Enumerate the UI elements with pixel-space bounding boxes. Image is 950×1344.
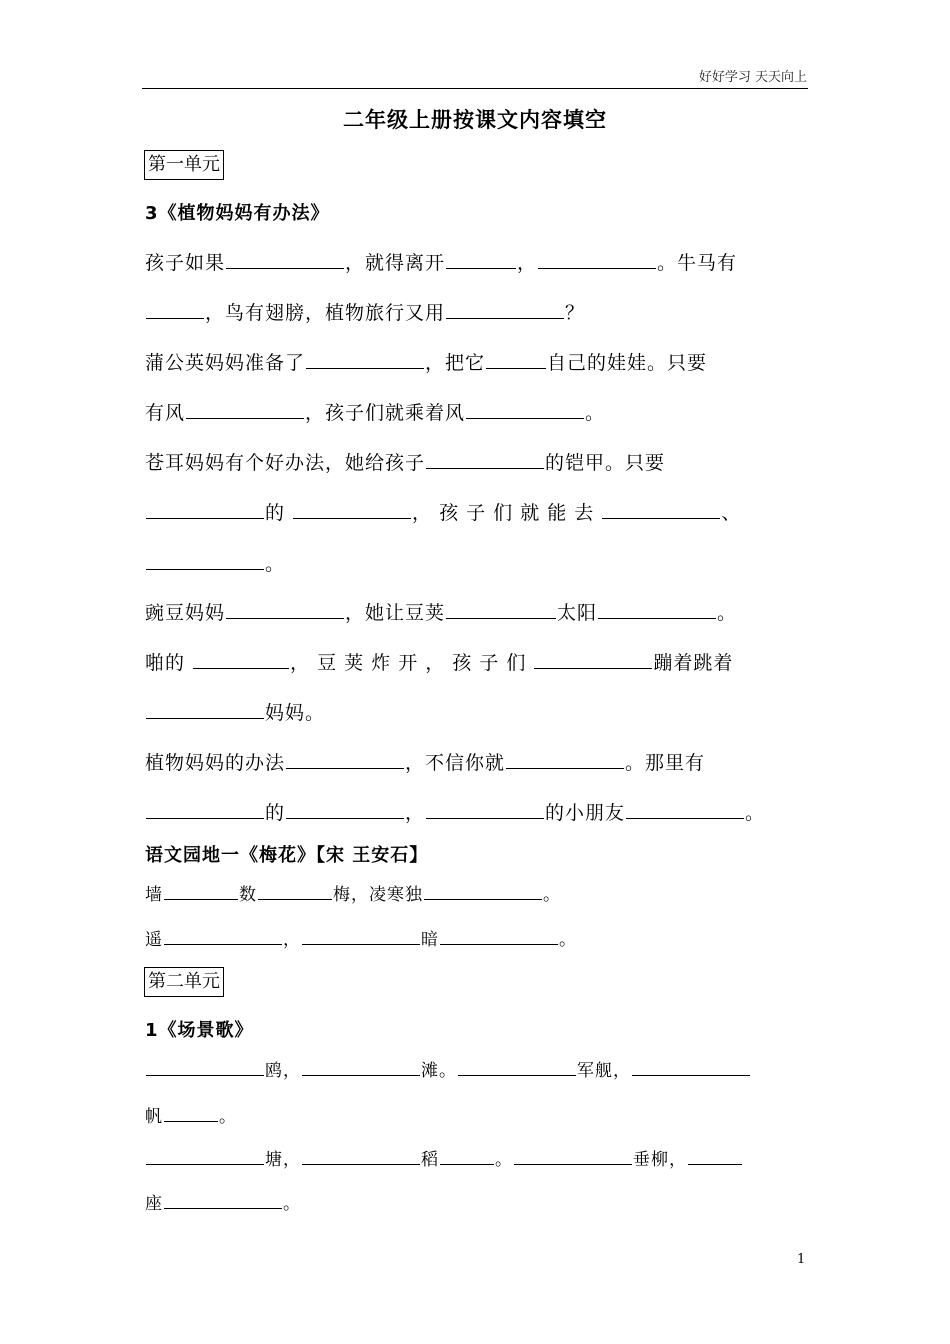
fill-in-blank[interactable] (146, 1146, 264, 1165)
line-text: 。 (585, 402, 606, 424)
fill-in-blank[interactable] (226, 250, 344, 269)
line-text: ， (283, 930, 301, 950)
line-text: ， 豆 荚 炸 开 ， 孩 子 们 (290, 652, 534, 674)
header-rule (142, 88, 808, 89)
fill-in-blank[interactable] (293, 500, 411, 519)
fill-in-line (145, 450, 665, 476)
fill-in-blank[interactable] (440, 926, 558, 945)
fill-in-line (145, 700, 325, 726)
fill-in-line (145, 300, 585, 326)
line-text: 。 (543, 885, 561, 905)
fill-in-line (145, 400, 605, 426)
line-text: 。 (559, 930, 577, 950)
page-number: 1 (797, 1252, 806, 1267)
lesson-title-scene-song: 1《场景歌》 (145, 1020, 254, 1041)
fill-in-blank[interactable] (146, 551, 264, 570)
line-text: 的 (265, 802, 286, 824)
unit-2-label: 第二单元 (144, 967, 224, 997)
page-title: 二年级上册按课文内容填空 (343, 108, 607, 132)
fill-in-blank[interactable] (506, 750, 624, 769)
line-text: 军舰， (577, 1061, 631, 1081)
line-text: 植物妈妈的办法 (145, 752, 286, 774)
fill-in-blank[interactable] (286, 800, 404, 819)
line-text: 座 (145, 1194, 163, 1214)
line-text: 梅，凌寒独 (333, 885, 423, 905)
fill-in-blank[interactable] (602, 500, 720, 519)
fill-in-blank[interactable] (193, 650, 289, 669)
line-text: 墙 (145, 885, 163, 905)
fill-in-line (145, 551, 285, 577)
line-text: 遥 (145, 930, 163, 950)
fill-in-blank[interactable] (424, 881, 542, 900)
unit-1-label: 第一单元 (144, 150, 224, 180)
line-text: ， 孩 子 们 就 能 去 (412, 502, 602, 524)
fill-in-blank[interactable] (632, 1057, 750, 1076)
line-text: 滩。 (421, 1061, 457, 1081)
line-text: 、 (721, 502, 742, 524)
fill-in-blank[interactable] (534, 650, 652, 669)
line-text: 数 (239, 885, 257, 905)
fill-in-blank[interactable] (146, 800, 264, 819)
line-text: 苍耳妈妈有个好办法，她给孩子 (145, 452, 426, 474)
fill-in-blank[interactable] (426, 450, 544, 469)
fill-in-blank[interactable] (164, 1103, 218, 1122)
fill-in-line (145, 1146, 743, 1173)
line-text: 塘， (265, 1150, 301, 1170)
line-text: 有风 (145, 402, 186, 424)
line-text: 的铠甲。只要 (545, 452, 666, 474)
fill-in-blank[interactable] (626, 800, 744, 819)
fill-in-blank[interactable] (258, 881, 332, 900)
line-text: 蒲公英妈妈准备了 (145, 352, 306, 374)
fill-in-blank[interactable] (146, 500, 264, 519)
fill-in-blank[interactable] (302, 926, 420, 945)
fill-in-blank[interactable] (302, 1057, 420, 1076)
line-text: 帆 (145, 1107, 163, 1127)
line-text: ，不信你就 (405, 752, 506, 774)
fill-in-line (145, 250, 737, 276)
fill-in-line (145, 800, 765, 826)
line-text: ？ (565, 302, 586, 324)
fill-in-line (145, 1057, 751, 1084)
line-text: 太阳 (557, 602, 598, 624)
lesson-title-plant-mothers: 3《植物妈妈有办法》 (145, 203, 330, 224)
fill-in-blank[interactable] (146, 300, 204, 319)
line-text: 的小朋友 (545, 802, 626, 824)
line-text: ，把它 (425, 352, 486, 374)
fill-in-blank[interactable] (426, 800, 544, 819)
fill-in-blank[interactable] (440, 1146, 494, 1165)
fill-in-blank[interactable] (446, 250, 516, 269)
fill-in-line (145, 750, 705, 776)
fill-in-blank[interactable] (302, 1146, 420, 1165)
fill-in-blank[interactable] (164, 1190, 282, 1209)
line-text: 。牛马有 (657, 252, 738, 274)
fill-in-blank[interactable] (446, 600, 556, 619)
fill-in-line (145, 1190, 301, 1217)
fill-in-blank[interactable] (688, 1146, 742, 1165)
line-text: 。那里有 (625, 752, 706, 774)
line-text: 。 (265, 553, 286, 575)
fill-in-blank[interactable] (598, 600, 716, 619)
line-text: 暗 (421, 930, 439, 950)
line-text: 垂柳， (633, 1150, 687, 1170)
fill-in-blank[interactable] (226, 600, 344, 619)
poem-title-plum-blossom: 语文园地一《梅花》【宋 王安石】 (145, 845, 429, 866)
fill-in-line (145, 926, 577, 953)
fill-in-blank[interactable] (146, 700, 264, 719)
line-text: ， (405, 802, 426, 824)
line-text: 啪的 (145, 652, 193, 674)
fill-in-line (145, 350, 707, 376)
fill-in-blank[interactable] (446, 300, 564, 319)
line-text: ，她让豆荚 (345, 602, 446, 624)
line-text: ，就得离开 (345, 252, 446, 274)
line-text: ， (517, 252, 538, 274)
line-text: 的 (265, 502, 293, 524)
fill-in-blank[interactable] (186, 400, 304, 419)
fill-in-blank[interactable] (286, 750, 404, 769)
line-text: 。 (745, 802, 766, 824)
fill-in-line (145, 600, 737, 626)
fill-in-blank[interactable] (538, 250, 656, 269)
fill-in-blank[interactable] (458, 1057, 576, 1076)
line-text: 妈妈。 (265, 702, 326, 724)
line-text: 。 (495, 1150, 513, 1170)
fill-in-line (145, 1103, 237, 1130)
fill-in-blank[interactable] (306, 350, 424, 369)
line-text: 鸥， (265, 1061, 301, 1081)
fill-in-blank[interactable] (164, 926, 282, 945)
line-text: ，孩子们就乘着风 (305, 402, 466, 424)
fill-in-line (145, 500, 741, 526)
fill-in-line (145, 881, 561, 908)
fill-in-blank[interactable] (164, 881, 238, 900)
line-text: 豌豆妈妈 (145, 602, 226, 624)
line-text: 。 (283, 1194, 301, 1214)
fill-in-blank[interactable] (146, 1057, 264, 1076)
line-text: 蹦着跳着 (653, 652, 734, 674)
line-text: 。 (717, 602, 738, 624)
fill-in-blank[interactable] (466, 400, 584, 419)
fill-in-blank[interactable] (486, 350, 546, 369)
line-text: 孩子如果 (145, 252, 226, 274)
fill-in-blank[interactable] (514, 1146, 632, 1165)
fill-in-line (145, 650, 733, 676)
header-motto: 好好学习 天天向上 (698, 70, 807, 85)
line-text: 稻 (421, 1150, 439, 1170)
line-text: ，鸟有翅膀，植物旅行又用 (205, 302, 446, 324)
line-text: 。 (219, 1107, 237, 1127)
line-text: 自己的娃娃。只要 (547, 352, 708, 374)
